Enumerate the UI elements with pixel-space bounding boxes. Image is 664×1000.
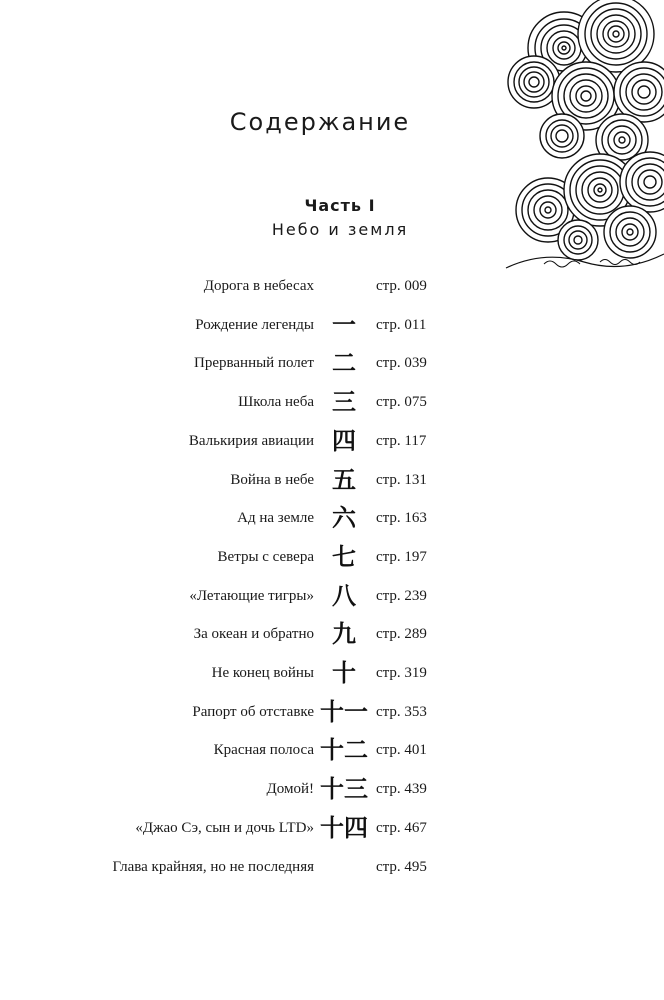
toc-entry-title: Дорога в небесах	[203, 278, 314, 294]
chapter-numeral: 九	[332, 620, 356, 649]
toc-entry-page: стр. 495	[376, 858, 427, 875]
toc-entry-title: Глава крайняя, но не последняя	[112, 858, 314, 875]
chapter-numeral: 八	[332, 581, 356, 610]
toc-entry-page: стр. 401	[376, 742, 427, 759]
toc-entry[interactable]	[0, 618, 664, 652]
toc-entry-page: стр. 039	[376, 355, 427, 372]
toc-entry-title: Ветры с севера	[217, 548, 314, 565]
toc-entry-title: За океан и обратно	[193, 626, 314, 643]
toc-entry-page: стр. 011	[376, 316, 427, 333]
chapter-numeral: 三	[332, 388, 356, 417]
toc-entry[interactable]	[0, 502, 664, 536]
chapter-numeral: 七	[332, 542, 356, 571]
toc-entry-title: Ад на земле	[237, 510, 314, 527]
toc-entry-page: стр. 117	[376, 432, 427, 449]
toc-entry-title: «Джао Сэ, сын и дочь LTD»	[135, 819, 314, 836]
chapter-numeral: 六	[332, 504, 356, 533]
toc-entry[interactable]	[0, 464, 664, 498]
toc-entry-title: Не конец войны	[211, 665, 314, 681]
toc-entry[interactable]	[0, 386, 664, 420]
toc-entry-page: стр. 131	[376, 471, 427, 488]
chapter-numeral: 十一	[320, 697, 368, 726]
toc-entry[interactable]	[0, 309, 664, 343]
page-title: Содержание	[229, 108, 411, 136]
chapter-numeral: 十	[332, 659, 356, 687]
chapter-numeral: 二	[332, 349, 356, 378]
toc-entry-page: стр. 353	[376, 703, 427, 720]
swirl-clouds-illustration	[504, 0, 664, 290]
toc-entry-title: Школа неба	[238, 394, 314, 411]
part-label: Часть I	[304, 196, 376, 215]
chapter-numeral: 五	[332, 465, 356, 494]
toc-entry[interactable]	[0, 657, 664, 691]
chapter-numeral: 十三	[320, 775, 368, 804]
toc-entry-page: стр. 289	[376, 626, 427, 643]
chapter-numeral: 十四	[320, 813, 368, 842]
toc-entry-title: «Летающие тигры»	[189, 587, 314, 604]
toc-entry[interactable]	[0, 773, 664, 807]
toc-entry[interactable]	[0, 541, 664, 575]
toc-entry[interactable]	[0, 347, 664, 381]
toc-entry[interactable]	[0, 696, 664, 730]
toc-entry[interactable]	[0, 580, 664, 614]
toc-entry-page: стр. 439	[376, 781, 427, 798]
chapter-numeral: 一	[332, 310, 356, 339]
toc-entry-page: стр. 075	[376, 394, 427, 411]
toc-entry-title: Валькирия авиации	[188, 432, 314, 449]
chapter-numeral: 十二	[320, 736, 368, 765]
toc-entry-page: стр. 009	[376, 278, 427, 294]
toc-entry[interactable]	[0, 851, 664, 885]
toc-entry-page: стр. 163	[376, 510, 427, 527]
toc-entry[interactable]	[0, 734, 664, 768]
toc-entry-page: стр. 467	[376, 819, 427, 836]
toc-entry-title: Рапорт об отставке	[192, 703, 314, 720]
toc-entry[interactable]	[0, 812, 664, 846]
toc-entry-page: стр. 239	[376, 587, 427, 604]
toc-entry-title: Рождение легенды	[195, 316, 314, 333]
toc-entry-page: стр. 197	[376, 548, 427, 565]
part-subtitle: Небо и земля	[271, 220, 409, 239]
chapter-numeral: 四	[332, 426, 356, 455]
toc-entry-title: Домой!	[266, 781, 314, 798]
toc-entry-page: стр. 319	[376, 665, 427, 681]
toc-entry[interactable]	[0, 425, 664, 459]
toc-entry-title: Война в небе	[230, 471, 314, 488]
toc-entry[interactable]	[0, 270, 664, 304]
toc-entry-title: Прерванный полет	[194, 355, 314, 372]
toc-entry-title: Красная полоса	[213, 742, 314, 759]
